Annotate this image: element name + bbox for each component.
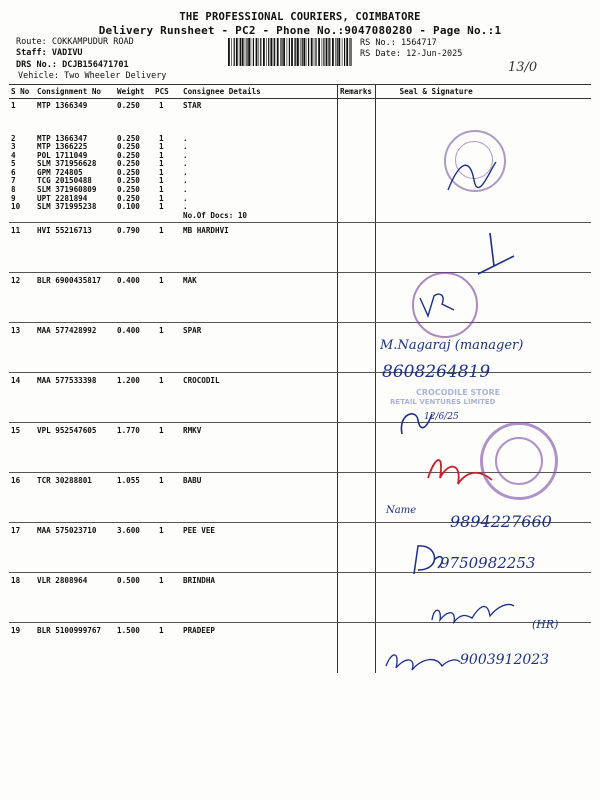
table-row: 14 MAA 577533398 1.200 1 CROCODIL: [9, 373, 591, 423]
table-row: 11 HVI 55216713 0.790 1 MB HARDHVI: [9, 223, 591, 273]
route-line: Route: COKKAMPUDUR ROAD: [16, 37, 134, 47]
vehicle-line: Vehicle: Two Wheeler Delivery: [18, 71, 167, 81]
col-remarks: Remarks: [337, 85, 375, 99]
stamp-date: 12/6/25: [424, 412, 459, 422]
drs-line: DRS No.: DCJB156471701: [16, 60, 129, 70]
table-row: 17 MAA 575023710 3.600 1 PEE VEE: [9, 523, 591, 573]
drs-value: DCJB156471701: [62, 60, 129, 70]
col-seal: Seal & Signature: [375, 85, 591, 99]
sig18-note: (HR): [532, 618, 559, 631]
sig19-phone: 9003912023: [460, 652, 550, 668]
table-row: 6 GPM 724805 0.250 1 .: [9, 169, 591, 178]
route-value: COKKAMPUDUR ROAD: [51, 37, 134, 47]
table-row: 13 MAA 577428992 0.400 1 SPAR: [9, 323, 591, 373]
signature-2: [470, 228, 520, 278]
runsheet-title: Delivery Runsheet - PC2 - Phone No.:9047080280 - Page No.:1: [98, 24, 502, 37]
table-row: 2 MTP 1366347 0.250 1 .: [9, 135, 591, 144]
signature-4: [396, 404, 436, 438]
company-title: THE PROFESSIONAL COURIERS, COIMBATORE: [179, 11, 421, 23]
staff-value: VADIVU: [51, 48, 83, 58]
rs-date-value: 12-Jun-2025: [406, 49, 463, 59]
crocodile-stamp-line2: RETAIL VENTURES LIMITED: [390, 398, 496, 406]
crocodile-stamp-text: CROCODILE STORE: [416, 388, 501, 397]
rs-date-line: RS Date: 12-Jun-2025: [360, 49, 463, 59]
sig13-phone: 8608264819: [382, 362, 491, 382]
col-sno: S No: [9, 85, 35, 99]
sig17-phone: 9750982253: [440, 554, 536, 572]
vehicle-value: Two Wheeler Delivery: [64, 71, 167, 81]
table-row: 16 TCR 30288801 1.055 1 BABU: [9, 473, 591, 523]
docs-count: No.Of Docs: 10: [181, 212, 337, 223]
signature-3: [418, 290, 468, 320]
table-row: 19 BLR 5100999767 1.500 1 PRADEEP: [9, 623, 591, 673]
sig13-name: M.Nagaraj (manager): [380, 338, 524, 353]
table-row: 15 VPL 952547605 1.770 1 RMKV: [9, 423, 591, 473]
table-row: 5 SLM 371956628 0.250 1 .: [9, 160, 591, 169]
barcode: [228, 38, 352, 66]
table-row: 18 VLR 2808964 0.500 1 BRINDHA: [9, 573, 591, 623]
signature-7: [382, 646, 462, 676]
col-pcs: PCS: [153, 85, 181, 99]
table-row: 1 MTP 1366349 0.250 1 STAR: [9, 99, 591, 135]
table-row: 10 SLM 371995238 0.100 1 .: [9, 203, 591, 212]
table-row: 3 MTP 1366225 0.250 1 .: [9, 143, 591, 152]
rs-no-line: RS No.: 1564717: [360, 38, 437, 48]
rs-no-value: 1564717: [400, 38, 437, 48]
table-row: 12 BLR 6900435817 0.400 1 MAK: [9, 273, 591, 323]
table-header: [9, 85, 591, 99]
sig16-phone: 9894227660: [450, 512, 552, 531]
col-weight: Weight: [115, 85, 153, 99]
staff-line: Staff: VADIVU: [16, 48, 83, 58]
table-row: 4 POL 1711049 0.250 1 .: [9, 152, 591, 161]
signature-1: [440, 150, 500, 200]
table-row: 8 SLM 371960809 0.250 1 .: [9, 186, 591, 195]
handwritten-count: 13/0: [508, 60, 538, 75]
table-row: 9 UPT 2281894 0.250 1 .: [9, 195, 591, 204]
docs-count-row: [9, 212, 591, 223]
signature-red: [418, 448, 498, 498]
signature-6: [428, 596, 518, 630]
sig16-name: Name: [386, 505, 417, 516]
col-consignment: Consignment No: [35, 85, 115, 99]
col-consignee: Consignee Details: [181, 85, 337, 99]
table-row: 7 TCG 20150488 0.250 1 .: [9, 177, 591, 186]
